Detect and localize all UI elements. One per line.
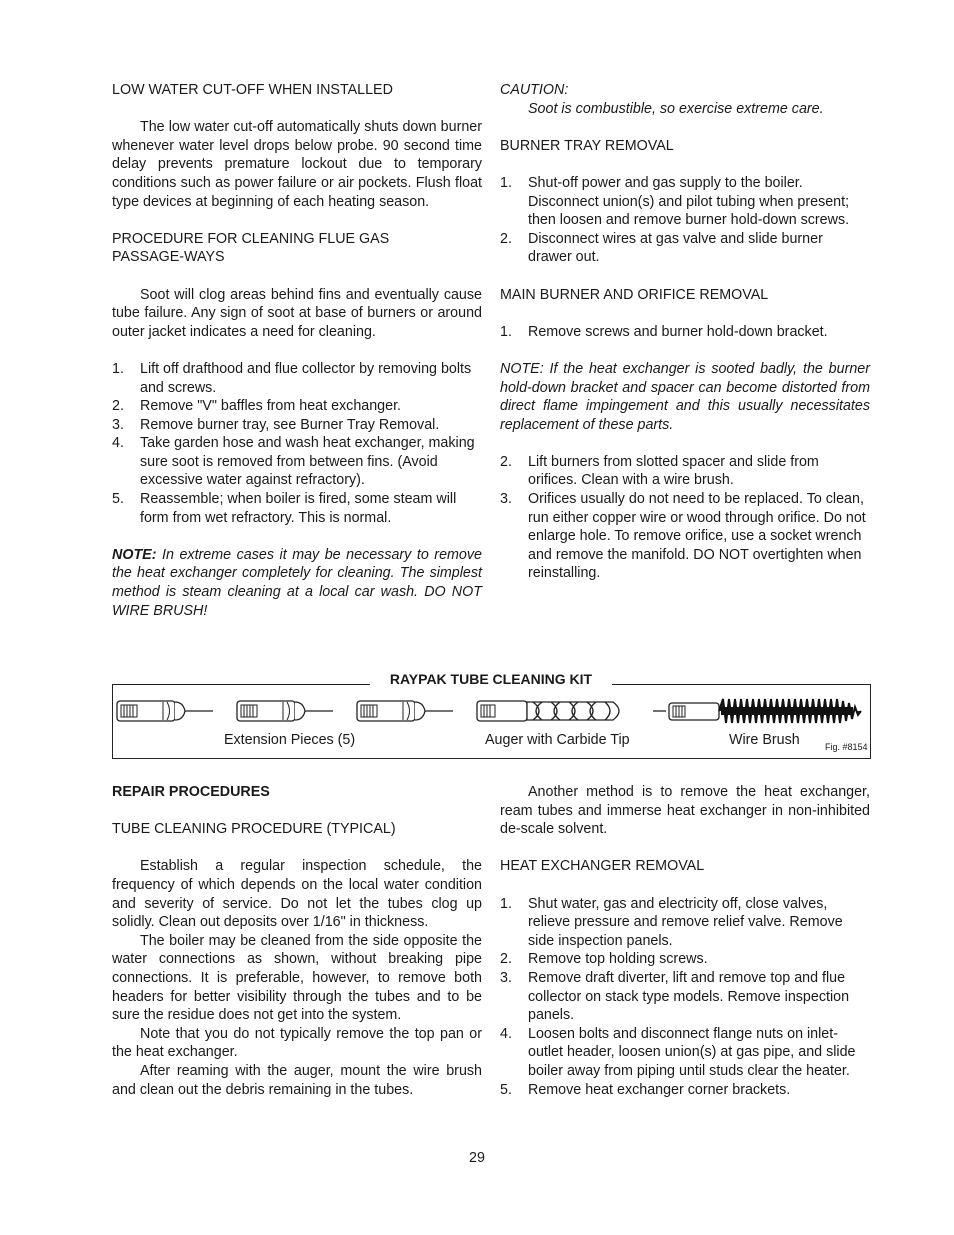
tube-cleaning-kit-figure: [112, 684, 871, 759]
wire-brush: [669, 699, 861, 723]
list-item: 4. Loosen bolts and disconnect flange nuts on inlet-outlet header, loosen union(s) at gas pipe, and slide boiler away from piping until studs clear the heater.: [500, 1025, 856, 1079]
list-item: 1. Shut-off power and gas supply to the boiler. Disconnect union(s) and pilot tubing when present; then loosen and remove burner hold-down screws.: [500, 174, 850, 229]
tube-paragraph-1: Establish a regular inspection schedule, the frequency of which depends on the local water condition and severity of service. Do not let the tubes clog up solidly. Clean out deposits over 1/16" in thickness.: [112, 858, 482, 931]
list-item: 2. Remove top holding screws.: [500, 951, 708, 968]
tube-paragraph-2: The boiler may be cleaned from the side opposite the water connections as shown, without breaking pipe connections. It is preferable, however, to remove both headers for better visibility through the tubes and to be sure the residue does not get into the system.: [112, 932, 482, 1024]
page-number: 29: [469, 1150, 485, 1166]
descale-paragraph: Another method is to remove the heat exchanger, ream tubes and immerse heat exchanger in non-inhibited de-scale solvent.: [500, 784, 870, 838]
orifice-note: NOTE: If the heat exchanger is sooted badly, the burner hold-down bracket and spacer can become distorted from direct flame impingement and this usually necessitates replacement of these parts.: [500, 360, 870, 433]
wire-brush-label: Wire Brush: [729, 732, 800, 748]
flue-steps-list: [112, 360, 482, 527]
flue-text: Soot will clog areas behind fins and eventually cause tube failure. Any sign of soot at base of burners or around outer jacket indicates a need for cleaning.: [112, 286, 482, 340]
right-column-bottom: [500, 783, 870, 1099]
list-item: 4. Take garden hose and wash heat exchanger, making sure soot is removed from between fins. (Avoid excessive water against refractory).: [112, 435, 475, 489]
extension-piece: [237, 701, 333, 721]
flue-heading-line2: PASSAGE-WAYS: [112, 249, 225, 266]
left-column-top: [112, 81, 482, 620]
kit-title: RAYPAK TUBE CLEANING KIT: [370, 669, 612, 689]
flue-heading-line1: PROCEDURE FOR CLEANING FLUE GAS: [112, 230, 390, 247]
extension-piece: [357, 701, 453, 721]
hx-removal-heading: HEAT EXCHANGER REMOVAL: [500, 858, 705, 875]
repair-heading: REPAIR PROCEDURES: [112, 784, 270, 800]
burner-tray-heading: BURNER TRAY REMOVAL: [500, 137, 674, 154]
hx-removal-steps: [500, 895, 870, 1100]
low-water-text: The low water cut-off automatically shuts down burner whenever water level drops below probe. 90 second time delay prevents premature lockout due to temporary conditions such as power failure or air pockets. Flush float type devices at beginning of each heating season.: [112, 119, 482, 210]
list-item: 1. Lift off drafthood and flue collector by removing bolts and screws.: [112, 360, 472, 396]
list-item: 3. Orifices usually do not need to be replaced. To clean, run either copper wire or wood through orifice. Do not enlarge hole. To remove orifice, use a socket wrench and remove the manifold. DO NOT overtighten when reinstalling.: [500, 491, 866, 582]
list-item: 2. Lift burners from slotted spacer and slide from orifices. Clean with a wire brush.: [500, 453, 819, 489]
auger-label: Auger with Carbide Tip: [485, 732, 630, 748]
note-label: NOTE:: [112, 546, 157, 563]
extension-piece: [117, 701, 213, 721]
orifice-steps: [500, 453, 870, 583]
tube-paragraph-3: Note that you do not typically remove the top pan or the heat exchanger.: [112, 1025, 482, 1061]
caution-text: Soot is combustible, so exercise extreme care.: [528, 100, 824, 117]
list-item: 3. Remove draft diverter, lift and remove top and flue collector on stack type models. Remove inspection panels.: [500, 969, 850, 1024]
burner-tray-steps: [500, 174, 870, 267]
tube-cleaning-heading: TUBE CLEANING PROCEDURE (TYPICAL): [112, 821, 396, 838]
figure-number: Fig. #8154: [825, 742, 868, 752]
auger-with-carbide-tip: [477, 701, 619, 721]
list-item: 3. Remove burner tray, see Burner Tray Removal.: [112, 416, 440, 433]
note-text: In extreme cases it may be necessary to remove the heat exchanger completely for cleaning. The simplest method is steam cleaning at a local car wash. DO NOT WIRE BRUSH!: [112, 546, 482, 619]
tube-paragraph-4: After reaming with the auger, mount the wire brush and clean out the debris remaining in the tubes.: [112, 1062, 482, 1098]
list-item: 5. Remove heat exchanger corner brackets.: [500, 1081, 791, 1098]
list-item: 5. Reassemble; when boiler is fired, some steam will form from wet refractory. This is normal.: [112, 491, 457, 526]
flue-note: [112, 546, 482, 620]
orifice-step-1: [500, 323, 870, 342]
extension-pieces-label: Extension Pieces (5): [224, 732, 356, 748]
right-column-top: [500, 81, 870, 583]
list-item: 2. Remove "V" baffles from heat exchanger.: [112, 398, 402, 415]
left-column-bottom: [112, 783, 482, 1099]
orifice-heading: MAIN BURNER AND ORIFICE REMOVAL: [500, 286, 769, 303]
low-water-heading: LOW WATER CUT-OFF WHEN INSTALLED: [112, 82, 393, 98]
list-item: 1. Shut water, gas and electricity off, close valves, relieve pressure and remove relief valve. Remove side inspection panels.: [500, 895, 843, 949]
caution-label: CAUTION:: [500, 82, 569, 98]
list-item: 1. Remove screws and burner hold-down bracket.: [500, 323, 828, 340]
list-item: 2. Disconnect wires at gas valve and slide burner drawer out.: [500, 230, 823, 266]
